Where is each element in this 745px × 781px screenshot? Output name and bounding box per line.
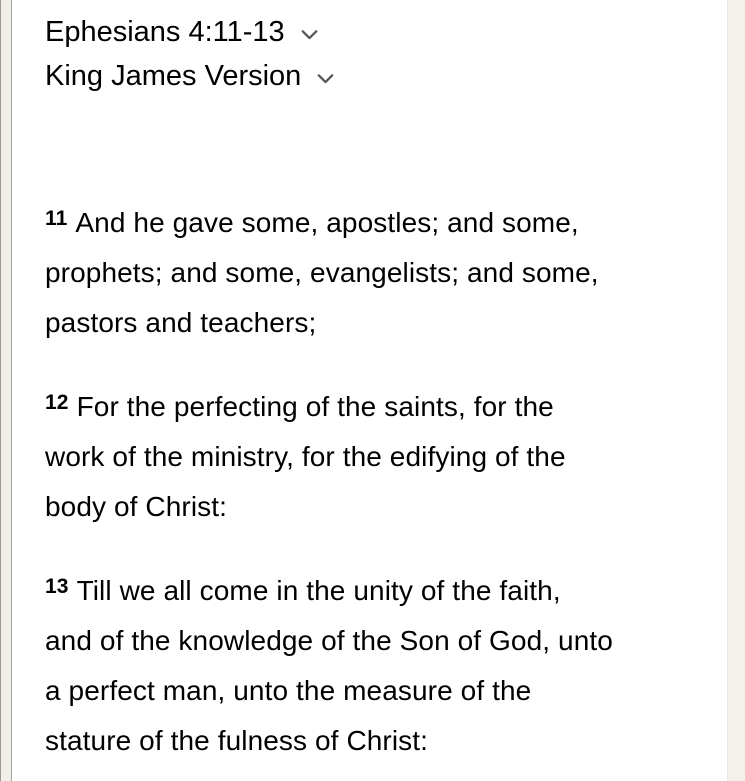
version-label: King James Version — [45, 60, 302, 92]
verse-paragraph-13 — [45, 562, 727, 766]
passage-header — [45, 10, 727, 98]
verse-line: prophets; and some, evangelists; and some, — [45, 257, 599, 288]
verse-line: a perfect man, unto the measure of the — [45, 675, 532, 706]
passage-content — [12, 0, 727, 766]
passage-reference-label: Ephesians 4:11-13 — [45, 16, 285, 48]
passage-reference-dropdown[interactable] — [45, 10, 323, 54]
verse-paragraph-12 — [45, 378, 727, 532]
verse-number: 11 — [45, 207, 68, 230]
left-page-edge — [0, 0, 12, 781]
verse-line: work of the ministry, for the edifying of the — [45, 441, 566, 472]
verse-line: pastors and teachers; — [45, 307, 317, 338]
verse-line: body of Christ: — [45, 491, 228, 522]
verses-container — [45, 194, 727, 766]
verse-line: For the perfecting of the saints, for the — [76, 391, 554, 422]
verse-line: And he gave some, apostles; and some, — [75, 207, 579, 238]
verse-line: stature of the fulness of Christ: — [45, 725, 429, 756]
verse-number: 12 — [45, 391, 69, 414]
version-dropdown[interactable] — [45, 54, 339, 98]
verse-line: Till we all come in the unity of the faith, — [76, 575, 561, 606]
chevron-down-icon — [296, 21, 323, 48]
right-page-edge — [727, 0, 745, 781]
verse-number: 13 — [45, 575, 69, 598]
chevron-down-icon — [312, 65, 339, 92]
verse-paragraph-11 — [45, 194, 727, 348]
verse-line: and of the knowledge of the Son of God, unto — [45, 625, 613, 656]
